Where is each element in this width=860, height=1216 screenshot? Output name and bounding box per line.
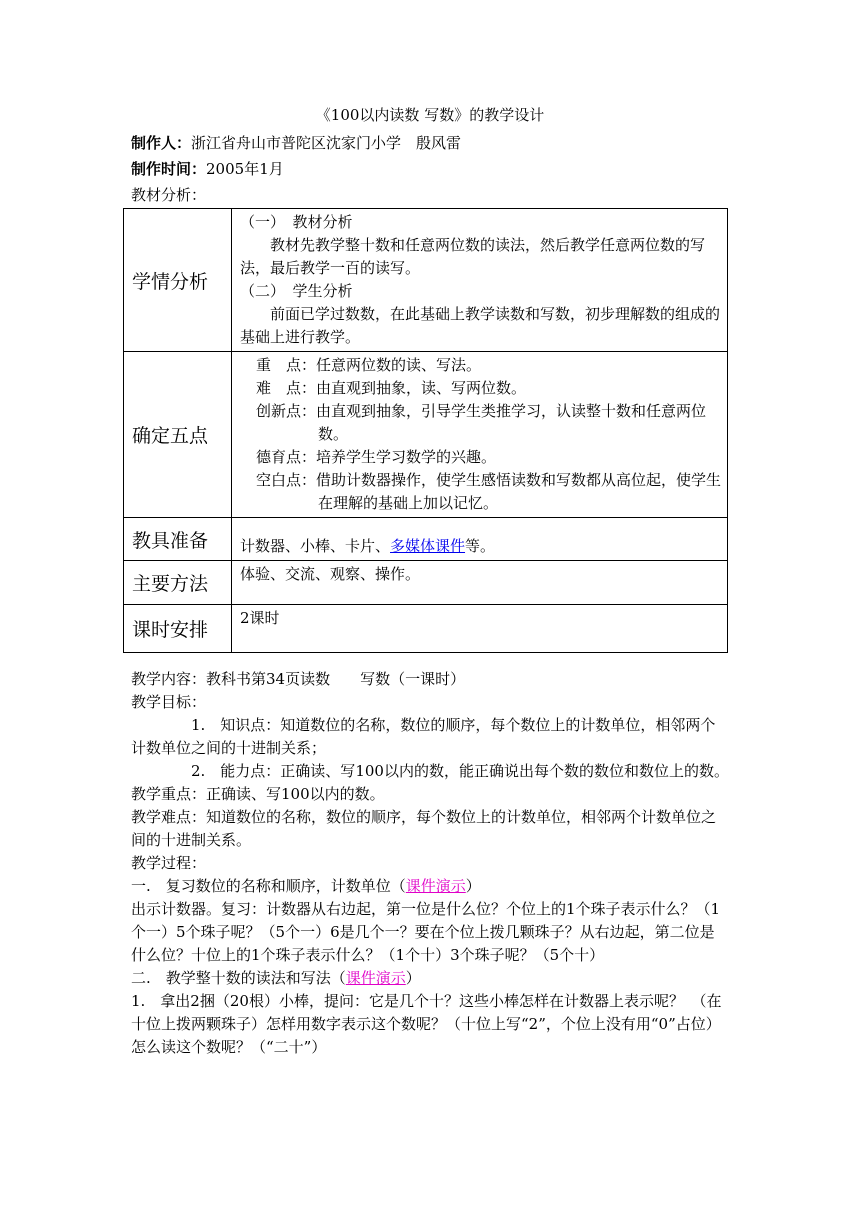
table-row (124, 605, 728, 653)
material-paragraph: 教材先教学整十数和任意两位数的读法，然后教学任意两位数的写法，最后教学一百的读写。 (240, 236, 706, 277)
row-content-methods: 体验、交流、观察、操作。 (232, 561, 728, 605)
teaching-difficulty: 教学难点：知道数位的名称，数位的顺序，每个数位上的计数单位，相邻两个计数单位之间的十进制关系。 (131, 808, 717, 849)
row-label-methods: 主要方法 (124, 561, 232, 605)
row-content-tools (232, 518, 728, 561)
author-value: 浙江省舟山市普陀区沈家门小学 殷风雷 (191, 134, 462, 152)
section-one-title: 一. 复习数位的名称和顺序，计数单位（ (131, 877, 406, 895)
courseware-demo-link[interactable]: 课件演示 (405, 877, 466, 895)
document-title: 《100以内读数 写数》的教学设计 (315, 106, 545, 124)
teaching-key-point: 教学重点：正确读、写100以内的数。 (131, 785, 385, 803)
table-row (124, 561, 728, 605)
section-two-heading (131, 967, 729, 990)
teaching-content: 教学内容：教科书第34页读数 写数（一课时） (131, 670, 466, 688)
row-label-learning: 学情分析 (124, 209, 232, 352)
row-content-five-points (232, 352, 728, 518)
point-item: 重 点：任意两位数的读、写法。 (256, 356, 482, 374)
table-row (124, 209, 728, 352)
point-item: 难 点：由直观到抽象，读、写两位数。 (256, 379, 527, 397)
row-content-learning (232, 209, 728, 352)
author-line (131, 132, 461, 154)
point-item: 德育点：培养学生学习数学的兴趣。 (256, 448, 497, 466)
date-value: 2005年1月 (206, 160, 284, 178)
section-one-text: 出示计数器。复习：计数器从右边起，第一位是什么位？个位上的1个珠子表示什么？（1个一）5个珠子呢？（5个一）6是几个一？要在个位上拨几颗珠子？从右边起，第二位是什么位？十位上的1个珠子表示什么？（1个十）3个珠子呢？（5个十） (131, 900, 721, 964)
row-label-five-points: 确定五点 (124, 352, 232, 518)
table-row (124, 518, 728, 561)
section-two-close: ） (405, 969, 421, 987)
date-line (131, 158, 284, 180)
courseware-demo-link[interactable]: 课件演示 (345, 969, 406, 987)
tools-text-end: 等。 (465, 537, 496, 555)
table-row (124, 352, 728, 518)
section-one-heading (131, 875, 729, 898)
point-item: 空白点：借助计数器操作，使学生感悟读数和写数都从高位起，使学生在理解的基础上加以记忆。 (256, 471, 722, 512)
section-two-text: 1. 拿出2捆（20根）小棒，提问：它是几个十？这些小棒怎样在计数器上表示呢？ （在十位上拨两颗珠子）怎样用数字表示这个数呢？（十位上写“2”，个位上没有用“0”占位）怎么读这个数呢？（“二十”） (131, 992, 722, 1056)
goal-ability: 2. 能力点：正确读、写100以内的数，能正确说出每个数的数位和数位上的数。 (191, 762, 729, 780)
analysis-heading: 教材分析： (131, 186, 207, 204)
point-item: 创新点：由直观到抽象，引导学生类推学习，认读整十数和任意两位数。 (256, 402, 707, 443)
author-label: 制作人： (131, 134, 192, 152)
section-two-title: 二. 教学整十数的读法和写法（ (131, 969, 346, 987)
row-label-schedule: 课时安排 (124, 605, 232, 653)
student-paragraph: 前面已学过数数，在此基础上教学读数和写数，初步理解数的组成的基础上进行教学。 (240, 305, 721, 346)
goals-heading: 教学目标： (131, 693, 207, 711)
lesson-body (131, 668, 729, 1059)
sub-heading-student: （二） 学生分析 (240, 282, 353, 300)
goal-knowledge: 1. 知识点：知道数位的名称，数位的顺序，每个数位上的计数单位，相邻两个计数单位之间的十进制关系； (131, 716, 716, 757)
section-one-close: ） (465, 877, 481, 895)
analysis-table (123, 208, 728, 653)
row-content-schedule: 2课时 (232, 605, 728, 653)
tools-text: 计数器、小棒、卡片、 (240, 537, 391, 555)
row-label-tools: 教具准备 (124, 518, 232, 561)
multimedia-link[interactable]: 多媒体课件 (390, 537, 466, 555)
sub-heading-material: （一） 教材分析 (240, 213, 353, 231)
process-heading: 教学过程： (131, 854, 207, 872)
date-label: 制作时间： (131, 160, 207, 178)
